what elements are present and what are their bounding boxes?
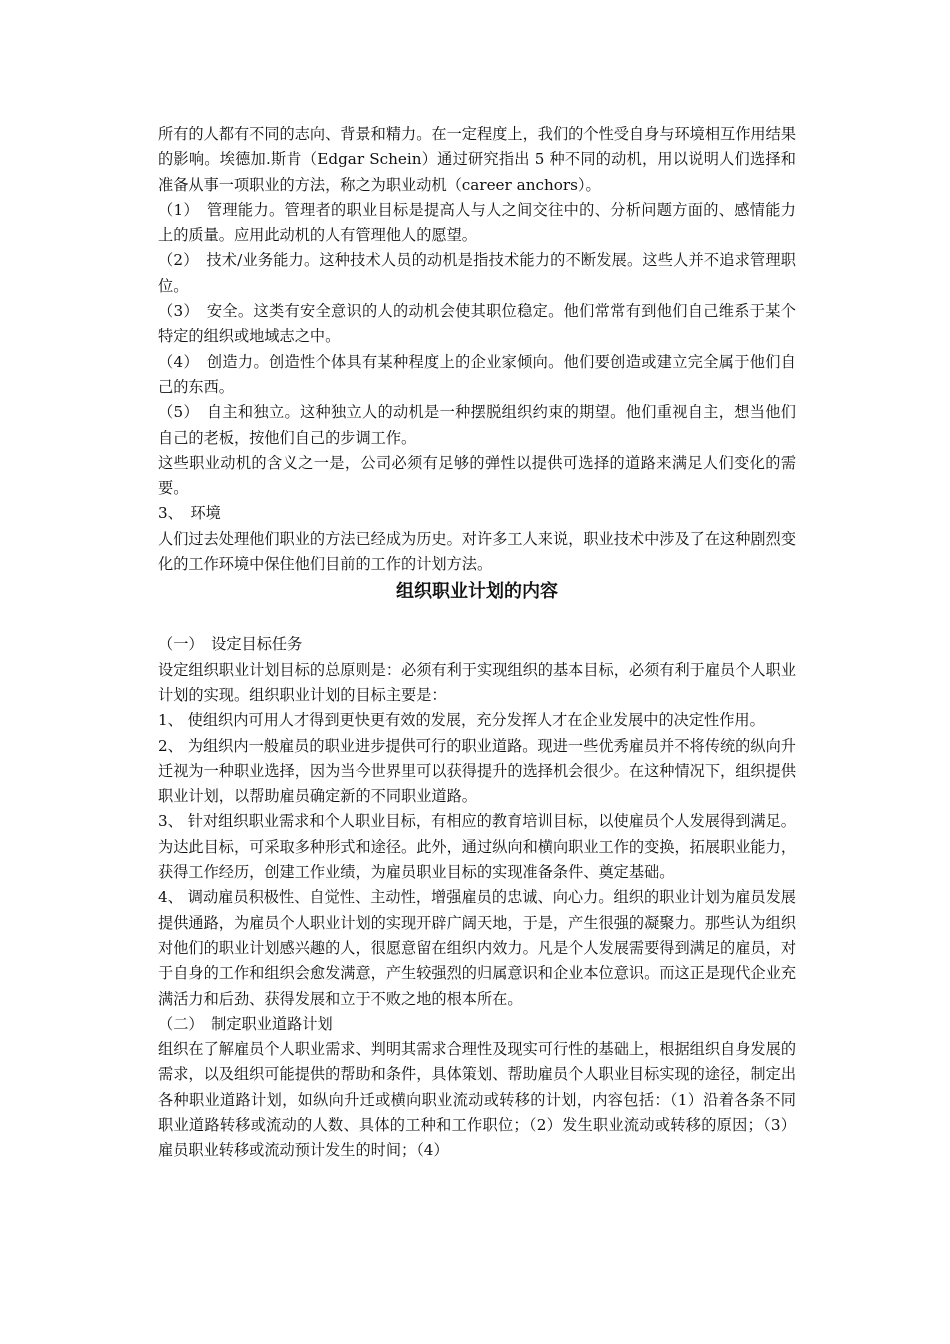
subsection-path-title: （二） 制定职业道路计划 <box>158 1014 333 1033</box>
subsection-goals-title: （一） 设定目标任务 <box>158 635 303 654</box>
goal-item-4: 4、 调动雇员积极性、自觉性、主动性，增强雇员的忠诚、向心力。组织的职业计划为雇员发展提供通路，为雇员个人职业计划的实现开辟广阔天地，于是，产生很强的凝聚力。那些认为组织对他们的职业计划感兴趣的人，很愿意留在组织内效力。凡是个人发展需要得到满足的雇员，对于自身的工作和组织会愈发满意，产生较强烈的归属意识和企业本位意识。而这正是现代企业充满活力和后劲、获得发展和立于不败之地的根本所在。 <box>158 888 796 1008</box>
goal-item-3: 3、 针对组织职业需求和个人职业目标，有相应的教育培训目标，以使雇员个人发展得到满足。为达此目标，可采取多种形式和途径。此外，通过纵向和横向职业工作的变换，拓展职业能力，获得工作经历，创建工作业绩，为雇员职业目标的实现准备条件、奠定基础。 <box>158 812 796 882</box>
section-heading: 组织职业计划的内容 <box>396 581 558 603</box>
paragraph-path-plan: 组织在了解雇员个人职业需求、判明其需求合理性及现实可行性的基础上，根据组织自身发展的需求，以及组织可能提供的帮助和条件，具体策划、帮助雇员个人职业目标实现的途径，制定出各种职业道路计划，如纵向升迁或横向职业流动或转移的计划，内容包括：（1）沿着各条不同职业道路转移或流动的人数、具体的工种和工作职位；（2）发生职业流动或转移的原因；（3）雇员职业转移或流动预计发生的时间；（4） <box>158 1040 796 1160</box>
paragraph-goals-principle: 设定组织职业计划目标的总原则是：必须有利于实现组织的基本目标，必须有利于雇员个人职业计划的实现。组织职业计划的目标主要是： <box>158 660 796 704</box>
goal-item-1: 1、 使组织内可用人才得到更快更有效的发展，充分发挥人才在企业发展中的决定性作用。 <box>158 711 765 730</box>
list-item-security: （3） 安全。这类有安全意识的人的动机会使其职位稳定。他们常常有到他们自己维系于某个特定的组织或地域志之中。 <box>158 302 796 346</box>
list-item-autonomy: （5） 自主和独立。这种独立人的动机是一种摆脱组织约束的期望。他们重视自主，想当他们自己的老板，按他们自己的步调工作。 <box>158 403 796 447</box>
list-item-creativity: （4） 创造力。创造性个体具有某种程度上的企业家倾向。他们要创造或建立完全属于他们自己的东西。 <box>158 352 796 396</box>
paragraph-implication: 这些职业动机的含义之一是，公司必须有足够的弹性以提供可选择的道路来满足人们变化的需要。 <box>158 453 796 498</box>
list-item-management: （1） 管理能力。管理者的职业目标是提高人与人之间交往中的、分析问题方面的、感情能力上的质量。应用此动机的人有管理他人的愿望。 <box>158 200 796 245</box>
goal-item-2: 2、 为组织内一般雇员的职业进步提供可行的职业道路。现进一些优秀雇员并不将传统的纵向升迁视为一种职业选择，因为当今世界里可以获得提升的选择机会很少。在这种情况下，组织提供职业计划，以帮助雇员确定新的不同职业道路。 <box>158 736 796 806</box>
paragraph-environment: 人们过去处理他们职业的方法已经成为历史。对许多工人来说，职业技术中涉及了在这种剧烈变化的工作环境中保住他们目前的工作的计划方法。 <box>158 529 796 574</box>
list-item-technical: （2） 技术/业务能力。这种技术人员的动机是指技术能力的不断发展。这些人并不追求管理职位。 <box>158 251 796 295</box>
document-page <box>158 122 796 1164</box>
section-environment-title: 3、 环境 <box>158 504 221 523</box>
paragraph-intro: 所有的人都有不同的志向、背景和精力。在一定程度上，我们的个性受自身与环境相互作用结果的影响。埃德加.斯肯（Edgar Schein）通过研究指出 5 种不同的动机，用以说明人们选择和准备从事一项职业的方法，称之为职业动机（career anchors）。 <box>158 125 796 194</box>
